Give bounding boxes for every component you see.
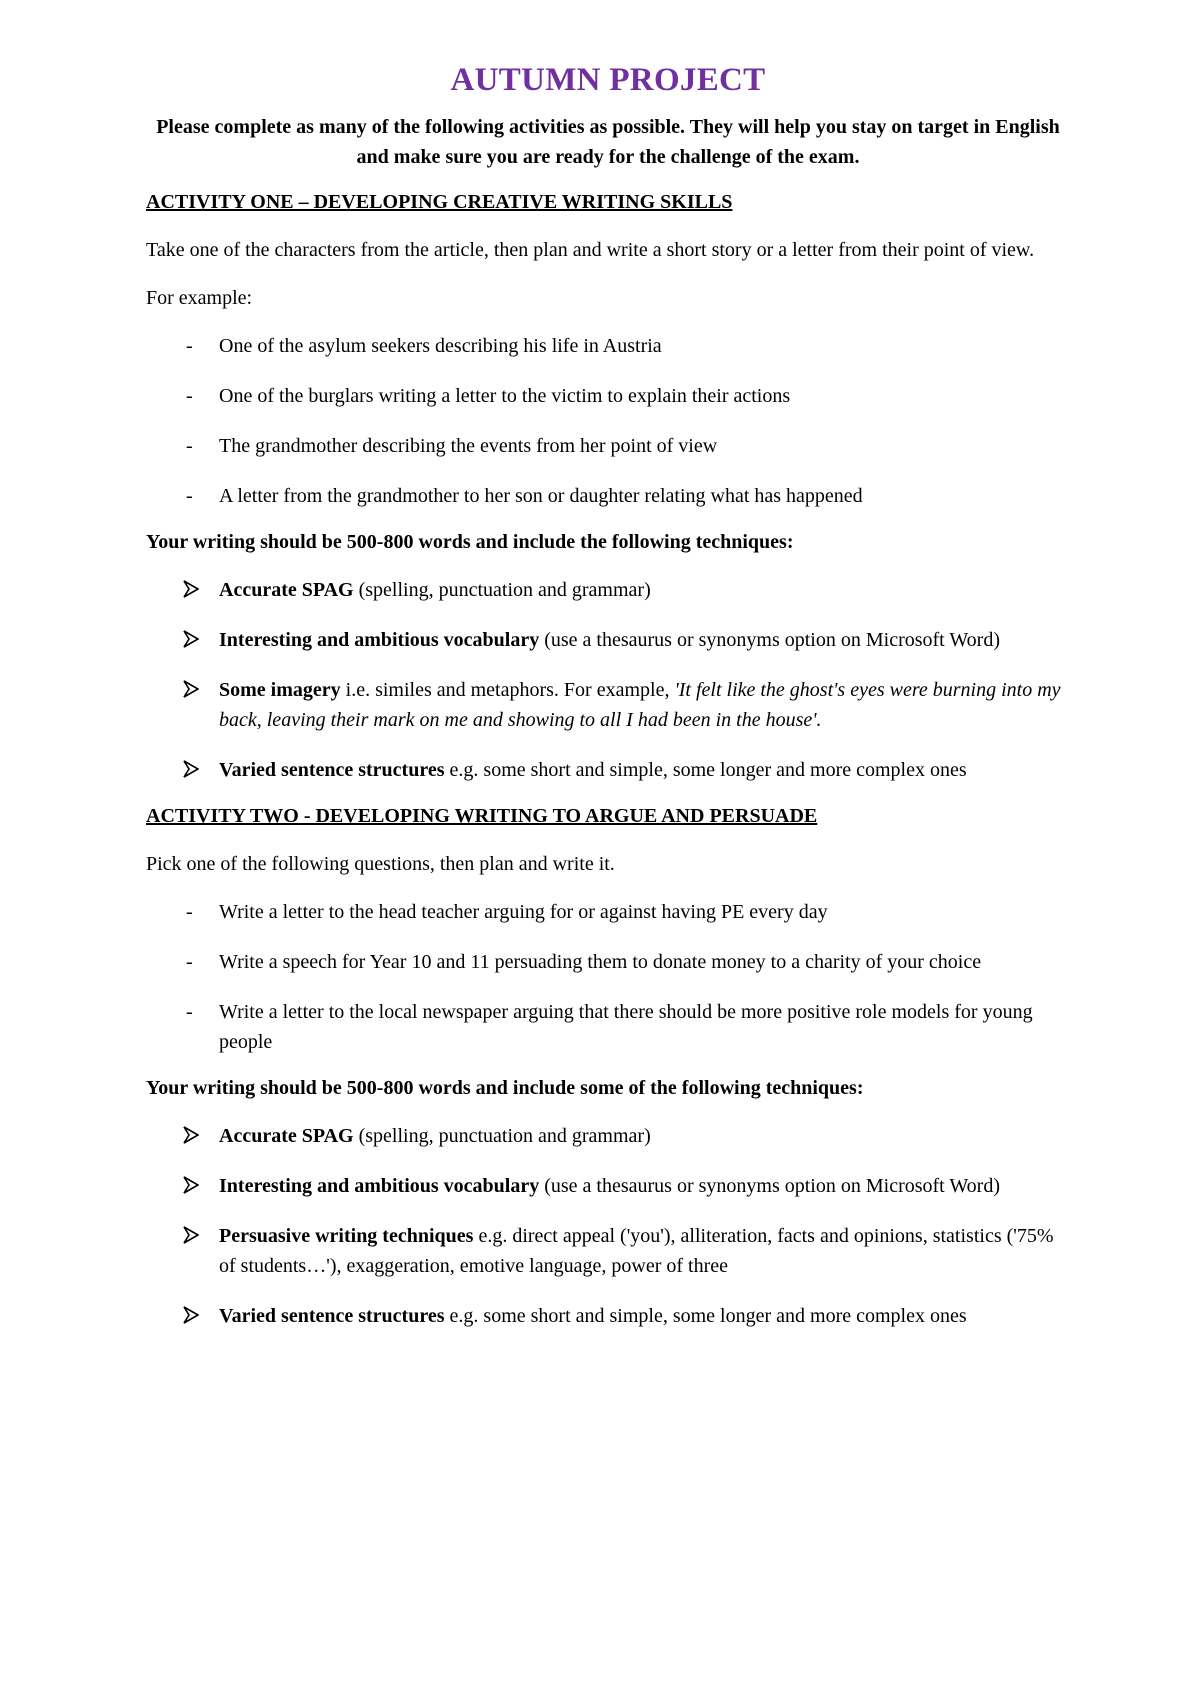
list-item	[146, 1171, 1070, 1201]
technique-name: Persuasive writing techniques	[219, 1225, 474, 1247]
technique-detail: (use a thesaurus or synonyms option on Microsoft Word)	[539, 629, 1000, 651]
list-item	[146, 997, 1070, 1057]
dash-bullet: -	[186, 335, 193, 357]
list-item	[146, 431, 1070, 461]
list-item-text: Write a letter to the head teacher arguing for or against having PE every day	[219, 901, 828, 923]
list-item-text: Write a letter to the local newspaper arguing that there should be more positive role models for young people	[219, 1001, 1033, 1053]
arrow-bullet-icon	[183, 1126, 199, 1144]
activity-one-techniques	[146, 575, 1070, 785]
list-item-text: Write a speech for Year 10 and 11 persuading them to donate money to a charity of your choice	[219, 951, 982, 973]
arrow-bullet-icon	[183, 580, 199, 598]
technique-detail: i.e. similes and metaphors. For example,	[340, 679, 675, 701]
activity-two-questions	[146, 897, 1070, 1057]
list-item-text: One of the asylum seekers describing his life in Austria	[219, 335, 662, 357]
list-item	[146, 675, 1070, 735]
activity-one-heading: ACTIVITY ONE – DEVELOPING CREATIVE WRITING SKILLS	[146, 191, 733, 213]
technique-name: Varied sentence structures	[219, 1305, 445, 1327]
dash-bullet: -	[186, 485, 193, 507]
activity-two-techniques	[146, 1121, 1070, 1331]
intro-paragraph: Please complete as many of the following activities as possible. They will help you stay on target in English and make sure you are ready for the challenge of the exam.	[156, 116, 1060, 168]
technique-detail: (use a thesaurus or synonyms option on Microsoft Word)	[539, 1175, 1000, 1197]
dash-bullet: -	[186, 1001, 193, 1023]
list-item	[146, 381, 1070, 411]
list-item-text: One of the burglars writing a letter to the victim to explain their actions	[219, 385, 791, 407]
technique-name: Varied sentence structures	[219, 759, 445, 781]
technique-detail: e.g. direct appeal ('you'), alliteration, facts and opinions, statistics ('75% of students…'), exaggeration, emotive language, power of three	[219, 1225, 1054, 1277]
document-title: AUTUMN PROJECT	[450, 62, 766, 98]
activity-one-techniques-intro: Your writing should be 500-800 words and include the following techniques:	[146, 531, 794, 553]
list-item	[146, 897, 1070, 927]
activity-one-instruction: Take one of the characters from the article, then plan and write a short story or a letter from their point of view.	[146, 239, 1035, 261]
technique-name: Interesting and ambitious vocabulary	[219, 1175, 540, 1197]
list-item	[146, 331, 1070, 361]
arrow-bullet-icon	[183, 1176, 199, 1194]
dash-bullet: -	[186, 435, 193, 457]
arrow-bullet-icon	[183, 760, 199, 778]
dash-bullet: -	[186, 901, 193, 923]
list-item	[146, 1301, 1070, 1331]
technique-detail: (spelling, punctuation and grammar)	[353, 1125, 651, 1147]
activity-one-examples	[146, 331, 1070, 511]
list-item	[146, 755, 1070, 785]
arrow-bullet-icon	[183, 1226, 199, 1244]
technique-name: Accurate SPAG	[219, 1125, 354, 1147]
arrow-bullet-icon	[183, 680, 199, 698]
technique-detail: e.g. some short and simple, some longer and more complex ones	[444, 1305, 967, 1327]
activity-two-techniques-intro: Your writing should be 500-800 words and include some of the following techniques:	[146, 1077, 864, 1099]
example-label: For example:	[146, 287, 253, 309]
activity-two-instruction: Pick one of the following questions, then plan and write it.	[146, 853, 615, 875]
arrow-bullet-icon	[183, 1306, 199, 1324]
list-item	[146, 1121, 1070, 1151]
list-item-text: The grandmother describing the events from her point of view	[219, 435, 718, 457]
technique-detail: (spelling, punctuation and grammar)	[353, 579, 651, 601]
technique-name: Accurate SPAG	[219, 579, 354, 601]
list-item-text: A letter from the grandmother to her son or daughter relating what has happened	[219, 485, 863, 507]
arrow-bullet-icon	[183, 630, 199, 648]
list-item	[146, 947, 1070, 977]
technique-detail: e.g. some short and simple, some longer and more complex ones	[444, 759, 967, 781]
list-item	[146, 1221, 1070, 1281]
activity-two-heading: ACTIVITY TWO - DEVELOPING WRITING TO ARGUE AND PERSUADE	[146, 805, 818, 827]
list-item	[146, 481, 1070, 511]
dash-bullet: -	[186, 951, 193, 973]
dash-bullet: -	[186, 385, 193, 407]
technique-example-quote: 'It felt like the ghost's eyes were burning into my back, leaving their mark on me and showing to all I had been in the house'.	[219, 679, 1061, 731]
technique-name: Interesting and ambitious vocabulary	[219, 629, 540, 651]
technique-name: Some imagery	[219, 679, 341, 701]
list-item	[146, 575, 1070, 605]
list-item	[146, 625, 1070, 655]
